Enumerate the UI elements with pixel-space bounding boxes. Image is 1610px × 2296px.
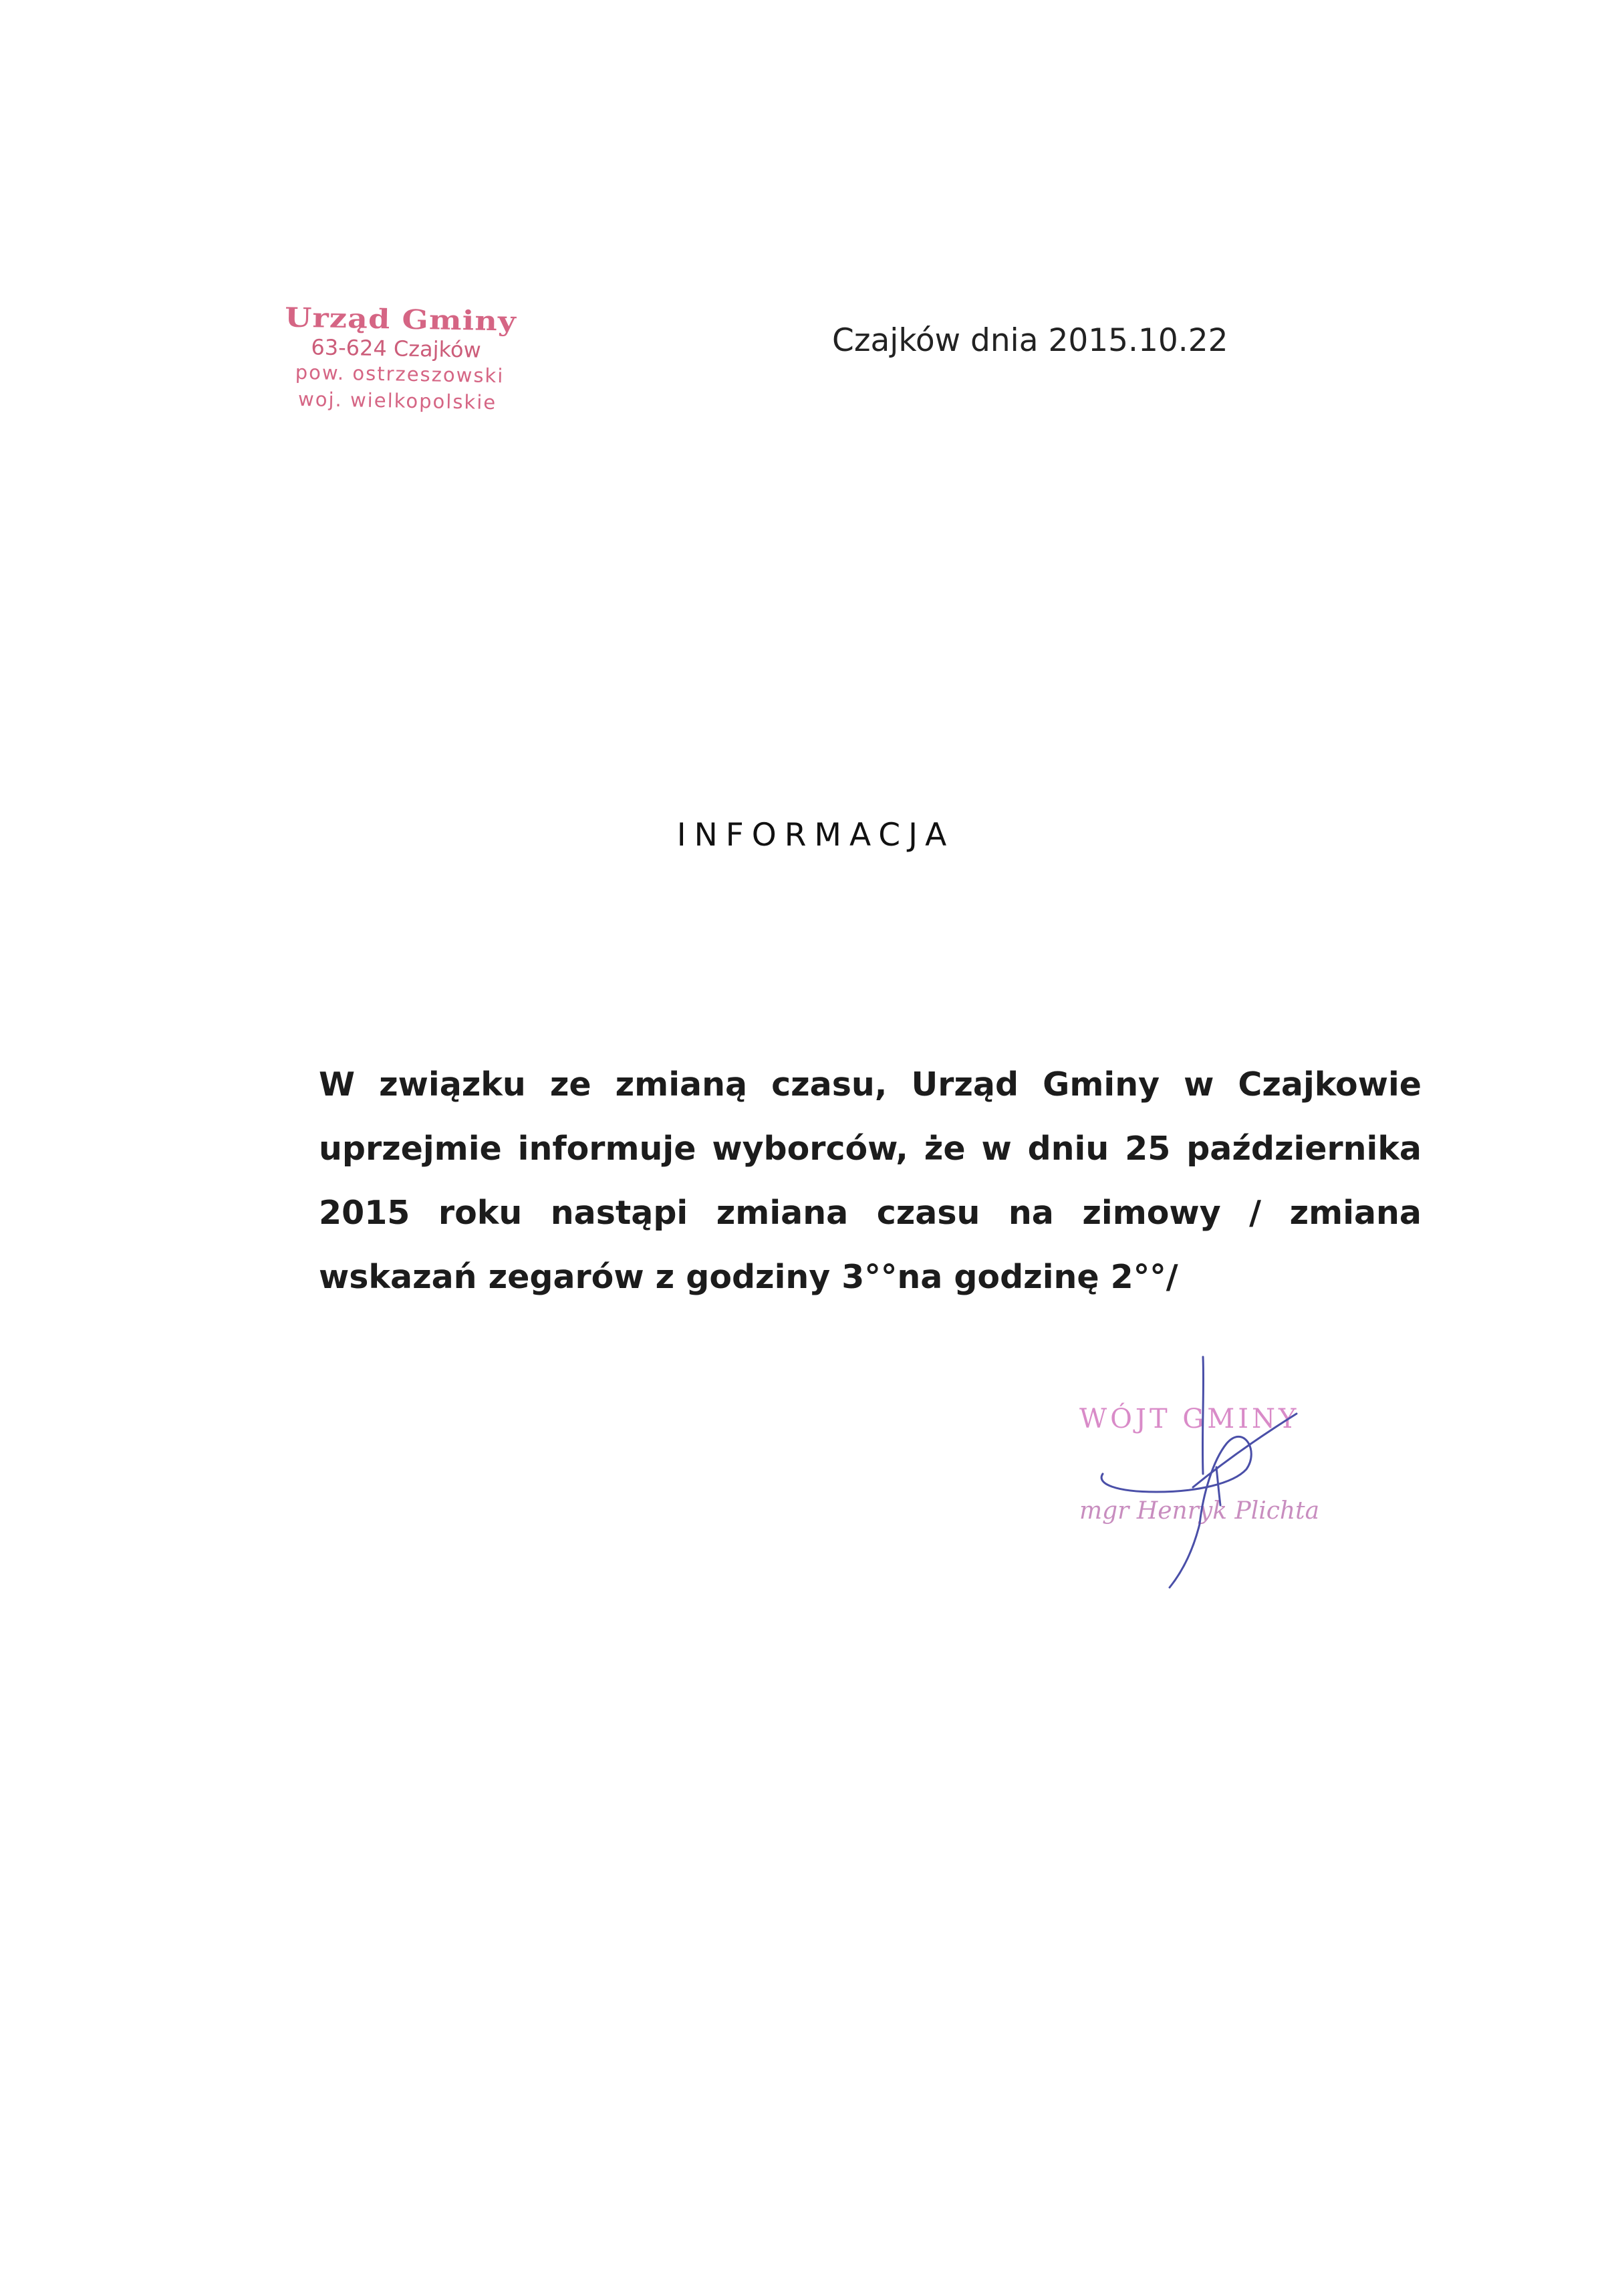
handwritten-signature [1076, 1350, 1357, 1591]
signature-stroke-cross [1193, 1414, 1297, 1487]
stamp-county: pow. ostrzeszowski [295, 360, 505, 388]
signature-stamp-title: WÓJT GMINY [1079, 1404, 1300, 1434]
stamp-office-name: Urząd Gminy [284, 301, 517, 338]
office-stamp [283, 302, 552, 427]
stamp-postal-address: 63-624 Czajków [311, 334, 482, 363]
document-title: INFORMACJA [676, 817, 955, 854]
signature-stamp-name: mgr Henryk Plichta [1079, 1497, 1320, 1525]
signature-stroke-vertical [1202, 1357, 1203, 1474]
stamp-voivodeship: woj. wielkopolskie [297, 387, 497, 414]
place-and-date: Czajków dnia 2015.10.22 [832, 322, 1228, 359]
signature-stroke-short [1216, 1467, 1220, 1505]
announcement-body: W związku ze zmianą czasu, Urząd Gminy w Czajkowie uprzejmie informuje wyborców, że w dniu 25 października 2015 roku nastąpi zmiana czasu na zimowy / zmiana wskazań zegarów z godziny 3°°na godzinę 2°°/ [319, 1065, 1422, 1296]
